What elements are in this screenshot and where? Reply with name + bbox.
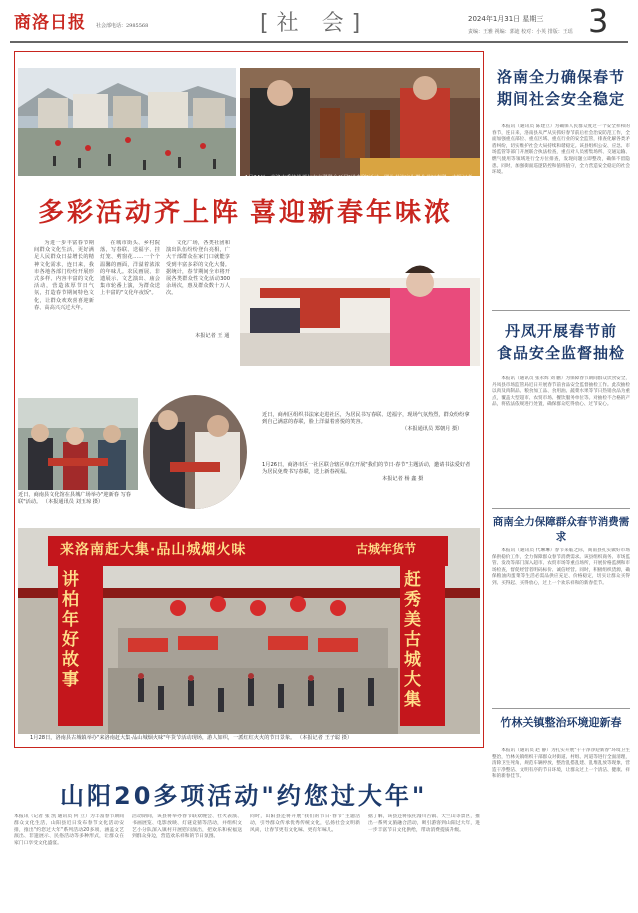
article2-title-line2: 食品安全监督抽检 bbox=[496, 344, 625, 362]
photo-town-square bbox=[18, 68, 236, 176]
caption-mid-1 bbox=[262, 412, 472, 433]
photo-couplet-visitors bbox=[18, 398, 138, 490]
divider-1 bbox=[492, 310, 630, 311]
banner-top-text: 来洛南赶大集·品山城烟火味 bbox=[60, 542, 247, 558]
article3-text: 本报讯（通讯员 代琳琳）春节来临之际，商南县扎实做好市场保供稳价工作，全力保障群众春节消费需求。该县组织商务、市场监管、发改等部门深入超市、农贸市场等重点场所，开展价格监测和市场检查，督促经营者明码标价、诚信经营。同时，积极组织货源，确保粮油肉蛋菜等生活必需品供应充足、价格稳定，切实让群众买得到、买得起、买得放心，过上一个欢乐祥和的新春佳节。 bbox=[492, 548, 630, 586]
mid-caption-2-credit: 本报记者 杨 鑫 摄 bbox=[382, 476, 424, 482]
article1-title bbox=[492, 66, 630, 110]
article2-text: 本报讯（通讯员 张永辉 刘 鹏）为保障春节期间群众饮食安全，丹凤县市场监管局近日开展春节前食品安全监督抽检工作。此次抽检以肉及肉制品、粮食加工品、食用油、蔬菜水果等节日热销食品为重点，覆盖大型超市、农贸市场、餐饮服务单位等。对抽检不合格的产品，将依法依规进行处置，确保群众吃得放心、过节安心。 bbox=[492, 376, 630, 408]
bottom-caption-credit: （本报记者 王子聪 摄） bbox=[296, 735, 353, 741]
intro-column-3 bbox=[166, 240, 230, 332]
section-phone: 社会部电话：2985568 bbox=[96, 23, 149, 29]
photo-girl-couplet bbox=[240, 238, 480, 366]
article2-title bbox=[492, 320, 630, 364]
left-caption-text: 近日，商南县文化馆在县城广场举办"迎新春 写春联"活动。 bbox=[18, 492, 131, 505]
mid-caption-1-text: 近日，商州区组织书法家走进社区，为居民书写春联、送福字，现场气氛热烈，群众纷纷拿到自己满意的春联，脸上洋溢着喜悦的笑容。 bbox=[262, 412, 470, 425]
intro-text-3: 文化广场，各类社团和演出队伍纷纷登台亮相，广大干部群众在家门口就能享受到丰富多彩的文化大餐。据统计，春节期间全市将开展各类群众性文化活动300余场次，惠及群众数十万人次。 bbox=[166, 240, 230, 297]
mid-caption-2-text: 1月26日，商洛市区一社区联合辖区单位开展"我们的节日·春节"主题活动，邀请书法爱好者为居民免费书写春联，送上新春祝福。 bbox=[262, 462, 471, 475]
feature-headline-right: 喜迎新春年味浓 bbox=[250, 198, 454, 228]
banner-sub-text: 古城年货节 bbox=[356, 542, 417, 556]
article1-text: 本报讯（通讯员 陈建立）为确保人民群众度过一个安全祥和的春节，连日来，洛南县从严从实抓好春节前后社会治安防范工作，全面加强重点部位、重点区域、重点行业的安全监管，排查化解各类矛盾纠纷，切实维护社会大局持续和谐稳定。该县组织公安、应急、市场监管等部门开展联合执法检查，重点对人员密集场所、交通运输、燃气使用等领域进行全方位排查，发现问题立即整改，确保不留隐患。同时，加强街面巡逻防控和值班值守，全力营造安全稳定的社会环境。 bbox=[492, 124, 630, 176]
left-caption-credit: （本报通讯员 刘玉琼 摄） bbox=[42, 499, 104, 505]
page-number: 3 bbox=[588, 2, 609, 40]
article2-body bbox=[492, 376, 630, 504]
bottom-caption-text: 1月28日，洛南县古城镇举办"来洛南赶大集·品山城烟火味"年货节活动现场，游人如织，一派红红火火的节日景象。 bbox=[30, 735, 296, 741]
article4-body bbox=[492, 748, 630, 904]
feature-headline-left: 多彩活动齐上阵 bbox=[38, 198, 242, 228]
banner-right-text: 赶秀美古城大集 bbox=[404, 570, 421, 710]
bottom-col-3: 同时，山阳县还将开展"我们的节日·春节"主题活动，引导群众传承优秀传统文化，弘扬社会文明新风尚，让春节更有文化味、更有年味儿。 bbox=[250, 814, 360, 833]
section-title: [社 会] bbox=[260, 11, 369, 36]
bottom-col-1: 本报讯（记者 张 凯 通讯员 何 立）为丰富春节期间群众文化生活，山阳县近日发布春节文化活动安排，推出"约您过大年"系列活动20多项，涵盖文艺演出、非遗展示、民俗活动等多种形式，让群众在家门口享受文化盛宴。 bbox=[14, 814, 124, 847]
photo-couplet-writing bbox=[240, 68, 480, 176]
caption-left-photo bbox=[18, 492, 138, 506]
masthead-rule bbox=[10, 41, 628, 43]
bottom-col-2: 活动期间，该县将举办春节联欢晚会、社火表演、书画展览、电影放映、灯谜竞猜等活动，并组织文艺小分队深入镇村开展慰问演出，把欢乐和祝福送到群众身边，营造欢乐祥和的节日氛围。 bbox=[132, 814, 242, 840]
article1-body bbox=[492, 124, 630, 304]
article3-title: 商南全力保障群众春节消费需求 bbox=[492, 516, 630, 543]
divider-3 bbox=[492, 708, 630, 709]
intro-text-2: 在城市街头、乡村院落，写春联、送福字、挂灯笼、剪窗花……一个个温馨的画面，洋溢着浓浓的年味儿。农民画展、非遗展示、文艺演出、庙会集市轮番上演，为群众送上丰富的"文化年夜饭"。 bbox=[100, 240, 160, 297]
article1-title-line1: 洛南全力确保春节 bbox=[496, 68, 625, 86]
masthead bbox=[0, 0, 638, 42]
intro-column-2 bbox=[100, 240, 160, 340]
banner-left-text: 讲柏年好故事 bbox=[62, 570, 79, 690]
article3-body bbox=[492, 548, 630, 708]
caption-mid-2 bbox=[262, 462, 472, 483]
newspaper-logo: 商洛日报 bbox=[14, 13, 86, 33]
photo-red-blessing-circle bbox=[140, 392, 250, 512]
divider-2 bbox=[492, 508, 630, 509]
bottom-col-4: 据了解，该县还将依托漫川古镇、天竺山等景区，推出一系列文旅融合活动，吸引游客到山阳过大年，进一步丰富节日文化供给，带动消费提质升级。 bbox=[368, 814, 480, 833]
article2-title-line1: 丹凤开展春节前 bbox=[504, 322, 617, 340]
intro-text-1: 为进一步丰富春节期间群众文化生活，更好满足人民群众日益增长的精神文化需求，连日来，我市各地各部门纷纷开展形式多样、内容丰富的文化活动，营造浓厚节日气氛，打造春节期间特色文化，让群众欢欢喜喜迎新春、高高兴兴过大年。 bbox=[34, 240, 94, 311]
article4-title: 竹林关镇整治环境迎新春 bbox=[500, 716, 622, 729]
caption-bottom-photo bbox=[30, 735, 478, 742]
issue-date: 2024年1月31日 星期三 bbox=[468, 15, 544, 23]
article1-title-line2: 期间社会安全稳定 bbox=[496, 90, 625, 108]
bottom-article-title: 山阳20多项活动"约您过大年" bbox=[60, 782, 428, 810]
caption-top-photo: 1月24日，商洛市委统战部与市文联联合开展"送春联"活动，图为书法家为群众书写春联。本报记者 王子聪 摄 bbox=[245, 175, 473, 188]
mid-caption-1-credit: （本报通讯员 郑朝月 摄） bbox=[402, 426, 463, 432]
article4-text: 本报讯（通讯员 赵 静）为扎实开展"干干净净迎新春"环境卫生整治，竹林关镇组织干部群众对街道、村组、河道等进行全面清理，清除卫生死角，规范车辆停放，整治乱搭乱建、乱堆乱放等现象，营造干净整洁、文明有序的节日环境，让群众过上一个清洁、健康、祥和的新春佳节。 bbox=[492, 748, 630, 780]
intro-credit: 本报记者 王 通 bbox=[195, 333, 230, 339]
editors-line: 责编：王雅 视编：郭迪 校对：小英 排版：王瑶 bbox=[468, 29, 573, 35]
intro-column-1 bbox=[34, 240, 94, 340]
